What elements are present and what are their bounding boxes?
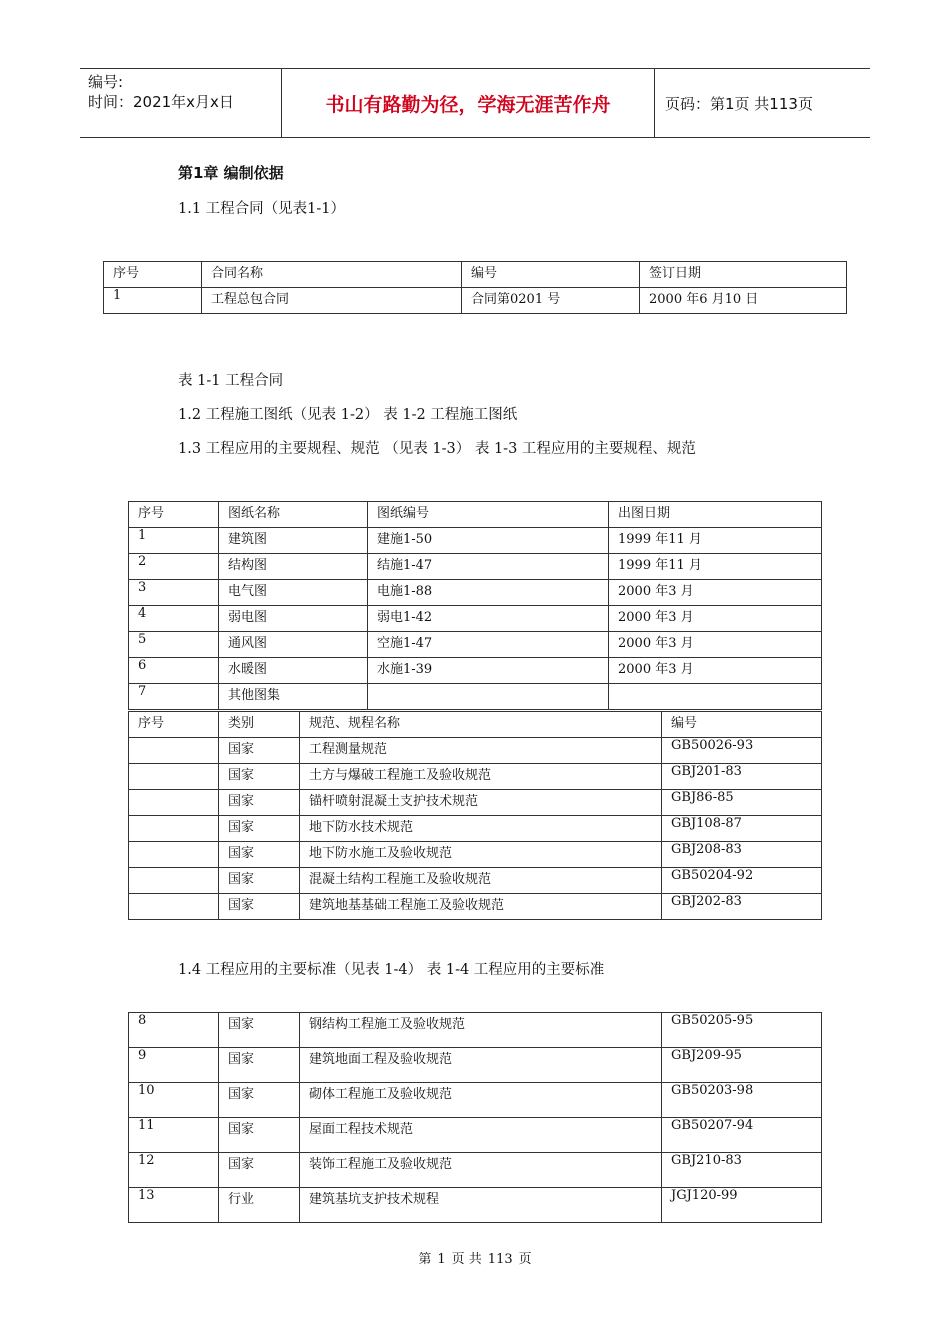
table-cell: GBJ108-87 <box>662 816 822 842</box>
table-cell: GB50026-93 <box>662 738 822 764</box>
table-cell: 国家 <box>219 764 300 790</box>
table-cell: 通风图 <box>219 632 368 658</box>
table-cell: 弱电1-42 <box>368 606 609 632</box>
table-cell: 水暖图 <box>219 658 368 684</box>
table-cell <box>129 790 219 816</box>
table-cell: GBJ208-83 <box>662 842 822 868</box>
table-row <box>129 632 822 658</box>
table-cell: 国家 <box>219 868 300 894</box>
table-header-row <box>104 262 847 288</box>
table-cell: 4 <box>129 606 219 632</box>
table-cell <box>129 816 219 842</box>
table-cell <box>368 684 609 710</box>
table-cell: GBJ201-83 <box>662 764 822 790</box>
chapter-title: 第1章 编制依据 <box>178 164 284 182</box>
table-cell: 2000 年3 月 <box>609 658 822 684</box>
table-cell: GBJ86-85 <box>662 790 822 816</box>
table-cell: 电气图 <box>219 580 368 606</box>
table-row <box>129 1153 822 1188</box>
section-1-3-heading: 1.3 工程应用的主要规程、规范 （见表 1-3） 表 1-3 工程应用的主要规程、规范 <box>178 441 696 457</box>
table-cell: 10 <box>129 1083 219 1118</box>
table-cell: GB50207-94 <box>662 1118 822 1153</box>
table-cell: GB50204-92 <box>662 868 822 894</box>
table-cell <box>129 842 219 868</box>
table-cell: 地下防水施工及验收规范 <box>300 842 662 868</box>
page-header <box>80 68 870 138</box>
table-row <box>129 868 822 894</box>
table-header-cell: 规范、规程名称 <box>300 712 662 738</box>
table-row <box>129 528 822 554</box>
table-header-cell: 图纸编号 <box>368 502 609 528</box>
table-cell: 砌体工程施工及验收规范 <box>300 1083 662 1118</box>
table-cell: 水施1-39 <box>368 658 609 684</box>
table-cell: 土方与爆破工程施工及验收规范 <box>300 764 662 790</box>
table-cell: 工程测量规范 <box>300 738 662 764</box>
section-1-4-heading: 1.4 工程应用的主要标准（见表 1-4） 表 1-4 工程应用的主要标准 <box>178 962 605 978</box>
table-row <box>129 1118 822 1153</box>
table-cell: GB50205-95 <box>662 1013 822 1048</box>
table-cell: 1999 年11 月 <box>609 528 822 554</box>
table-cell: 国家 <box>219 1083 300 1118</box>
table-cell: 国家 <box>219 1048 300 1083</box>
table-row <box>129 684 822 710</box>
table-cell: 其他图集 <box>219 684 368 710</box>
table-row <box>129 790 822 816</box>
table-cell: 地下防水技术规范 <box>300 816 662 842</box>
header-page-info: 页码：第1页 共113页 <box>665 94 813 113</box>
table-header-cell: 编号 <box>462 262 640 288</box>
footer-prefix: 第 <box>418 1252 432 1267</box>
table-cell: 弱电图 <box>219 606 368 632</box>
table-row <box>129 1188 822 1223</box>
table-cell: 2000 年3 月 <box>609 606 822 632</box>
table-cell: 3 <box>129 580 219 606</box>
footer-mid: 页 共 <box>451 1252 482 1267</box>
specs-table <box>128 711 822 920</box>
table-cell <box>609 684 822 710</box>
table-cell: 2000 年6 月10 日 <box>640 288 847 314</box>
table-row <box>129 1083 822 1118</box>
table-cell: 建筑地基基础工程施工及验收规范 <box>300 894 662 920</box>
table-cell: 国家 <box>219 790 300 816</box>
table-header-cell: 序号 <box>129 712 219 738</box>
table-cell: 7 <box>129 684 219 710</box>
table-cell: 2000 年3 月 <box>609 632 822 658</box>
document-time-label: 时间：2021年x月x日 <box>88 93 234 111</box>
table-cell <box>129 764 219 790</box>
table-cell: GBJ209-95 <box>662 1048 822 1083</box>
table-cell: 国家 <box>219 816 300 842</box>
table-cell: 行业 <box>219 1188 300 1223</box>
table-header-row <box>129 502 822 528</box>
table-cell: 2000 年3 月 <box>609 580 822 606</box>
table-row <box>129 554 822 580</box>
table-cell: 国家 <box>219 842 300 868</box>
table-cell: 12 <box>129 1153 219 1188</box>
table-row <box>129 842 822 868</box>
table-cell: 电施1-88 <box>368 580 609 606</box>
table-cell: 1 <box>129 528 219 554</box>
table-header-cell: 编号 <box>662 712 822 738</box>
standards-table <box>128 1012 822 1223</box>
table-header-cell: 签订日期 <box>640 262 847 288</box>
table-cell: 国家 <box>219 894 300 920</box>
table-cell: 13 <box>129 1188 219 1223</box>
table-row <box>129 738 822 764</box>
table-cell: JGJ120-99 <box>662 1188 822 1223</box>
table-cell: 建施1-50 <box>368 528 609 554</box>
table-cell: 结施1-47 <box>368 554 609 580</box>
table-cell: 建筑图 <box>219 528 368 554</box>
table-cell: 建筑地面工程及验收规范 <box>300 1048 662 1083</box>
table-cell: 建筑基坑支护技术规程 <box>300 1188 662 1223</box>
section-1-1-heading: 1.1 工程合同（见表1-1） <box>178 201 346 217</box>
section-1-2-heading: 1.2 工程施工图纸（见表 1-2） 表 1-2 工程施工图纸 <box>178 407 518 423</box>
table-cell: 9 <box>129 1048 219 1083</box>
table-cell: 装饰工程施工及验收规范 <box>300 1153 662 1188</box>
table-row <box>129 1013 822 1048</box>
table-cell: GBJ210-83 <box>662 1153 822 1188</box>
table-cell: 锚杆喷射混凝土支护技术规范 <box>300 790 662 816</box>
table-row <box>129 580 822 606</box>
table-cell: 6 <box>129 658 219 684</box>
table-header-cell: 图纸名称 <box>219 502 368 528</box>
footer-page-number: 1 <box>437 1252 446 1267</box>
table-cell: 屋面工程技术规范 <box>300 1118 662 1153</box>
table-cell: 结构图 <box>219 554 368 580</box>
table-cell: 钢结构工程施工及验收规范 <box>300 1013 662 1048</box>
table-header-cell: 合同名称 <box>202 262 462 288</box>
table-cell: GBJ202-83 <box>662 894 822 920</box>
header-meta <box>80 69 282 137</box>
table-cell: 国家 <box>219 1153 300 1188</box>
contract-table <box>103 261 847 314</box>
table-cell: 1 <box>104 288 202 314</box>
table-cell <box>129 868 219 894</box>
table-1-1-caption: 表 1-1 工程合同 <box>178 373 284 389</box>
table-cell: 2 <box>129 554 219 580</box>
table-cell: 空施1-47 <box>368 632 609 658</box>
table-cell: 5 <box>129 632 219 658</box>
table-cell: 国家 <box>219 738 300 764</box>
table-cell: 11 <box>129 1118 219 1153</box>
table-cell <box>129 738 219 764</box>
table-cell <box>129 894 219 920</box>
table-cell: GB50203-98 <box>662 1083 822 1118</box>
table-row <box>129 1048 822 1083</box>
table-cell: 国家 <box>219 1118 300 1153</box>
table-row <box>104 288 847 314</box>
table-row <box>129 606 822 632</box>
table-cell: 1999 年11 月 <box>609 554 822 580</box>
footer-total-pages: 113 <box>487 1252 513 1267</box>
table-row <box>129 764 822 790</box>
document-number-label: 编号: <box>88 73 124 91</box>
drawings-table <box>128 501 822 710</box>
table-cell: 8 <box>129 1013 219 1048</box>
table-row <box>129 894 822 920</box>
table-row <box>129 658 822 684</box>
page-footer <box>0 1248 950 1267</box>
table-cell: 合同第0201 号 <box>462 288 640 314</box>
table-cell: 混凝土结构工程施工及验收规范 <box>300 868 662 894</box>
header-motto: 书山有路勤为径，学海无涯苦作舟 <box>282 69 655 137</box>
table-header-cell: 序号 <box>104 262 202 288</box>
table-cell: 工程总包合同 <box>202 288 462 314</box>
table-header-cell: 类别 <box>219 712 300 738</box>
table-header-cell: 序号 <box>129 502 219 528</box>
table-cell: 国家 <box>219 1013 300 1048</box>
footer-suffix: 页 <box>518 1252 532 1267</box>
table-header-row <box>129 712 822 738</box>
table-header-cell: 出图日期 <box>609 502 822 528</box>
table-row <box>129 816 822 842</box>
